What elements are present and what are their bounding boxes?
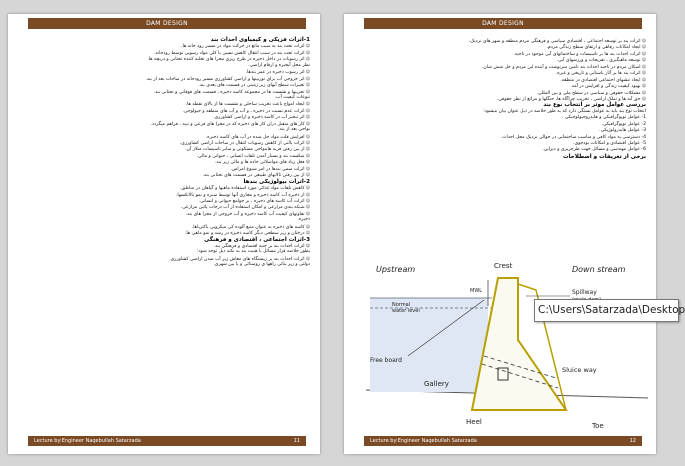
path-tooltip: C:\Users\Satarzada\Desktop (534, 299, 679, 322)
text-line: ☺ اثرات بند ها بر آثار باستانی و تاریخی و غیره. (358, 70, 646, 76)
text-line: ☺ کار های متقبل دران کار های ذخیره که در مجرا های فرعی و تبیه ، فراهم میگردد. (22, 121, 310, 127)
dam-cross-section-figure (366, 260, 648, 438)
text-line: 5- عوامل اقتصادی و امکانات بودجوی. (573, 141, 646, 146)
text-line: ☺ اثرات احداث بند بر زیستگاه های معاش زیر آب شدن اراضی کشاورزی. (22, 256, 310, 262)
text-line: ☺ از بین رفتن قریه هاینواحی مسکونی و سایر تاسیسات متلاز آن. (22, 146, 310, 152)
text-line: ☺ حق آبه ها و تملک اراضی ، تخریب چراگاه ها، جنگلها و مراتع از نظر حقوقی. (358, 96, 646, 102)
text-line: ذخیره. (297, 217, 310, 223)
text-line: تنوعات کیفیت آب. (274, 94, 310, 100)
text-line: ☺ شبکه بندی مزارعی و امکان استفاده از آب درجات پائین مزارعی. (22, 204, 310, 210)
text-line: ☺ اثر تبخیر آب در کاسه ذخیره و اراضی کشاورزی. (22, 114, 310, 120)
text-line: ☺ اثرات آب کاسه های ذخیره ، بر جوامع حیوانی و انسانی. (22, 198, 310, 204)
text-line: ☺ اثر رسوبات در داخل ذخیره در طرح ریزی مجرا های تخلیه کننده تحتانی و دریچه ها. (22, 56, 310, 62)
text-line: ☺ کاهش تلفات مواد غذائی مورد استفاده ماهیها و گیاهان در مناطق. (22, 185, 310, 191)
text-line: ☺ توسعه ماهیگیری ، تفریحات و ورزشهای آبی. (358, 57, 646, 63)
freeboard-label: Free board (370, 357, 402, 364)
text-line: دولتی و زیر بنائی راهها ی روستائی و یا بین شهری. (213, 262, 310, 268)
crest-label: Crest (494, 262, 513, 270)
text-line: ☺ اثرات احداث بند ها بر تاسیسات و ساختمانهای آبی موجود در ناحیه. (358, 51, 646, 57)
text-line: 3- عوامل هایدرولوژیکی. (599, 128, 646, 134)
text-line: 6- عوامل مهندسی و مسائل جهت طرحریزی و دیزاین. (542, 147, 646, 153)
text-line: 4- دسترسی به مواد کافی و مناسب ساختمانی در حوالی نزدیک محل احداث . (499, 134, 646, 140)
text-line: ☺ ایجاد امواج باعث تخریب ساحلی و نشست ها از بالای نقطه ها. (22, 101, 310, 107)
water-level-label: water level (392, 308, 420, 314)
text-line: ☺ ایجاد امکانات رفاهی و ارتقای سطح زندگی مردم. (358, 44, 646, 50)
document-page-right (344, 14, 656, 454)
text-line: ☺ ایجاد تنشهای اجتماعی اقتصادی در منطقه. (358, 77, 646, 83)
heel-label: Heel (466, 418, 482, 426)
section-heading: 2-اثرات بیولوژیکی بندها (243, 178, 310, 185)
page-header: DAM DESIGN (364, 18, 642, 29)
text-line: ☺ اثرات بالنی از کاهش رسوبات انتقال در ساحات اراضی کشاورزی. (22, 140, 310, 146)
page-footer (364, 436, 642, 446)
page-header: DAM DESIGN (28, 18, 306, 29)
text-line: 2- عوامل توپوگرافیکی. (601, 121, 646, 127)
upstream-label: Upstream (376, 265, 416, 274)
text-line: ☺ افزایش قلت مواد حل شده در آب های کاسه ذخیره. (22, 134, 310, 140)
text-line: ☺ اثرات تحت بند در سبب انتقال کاهش نسبی یا کلی مواد رسوبی توسط رودخانه. (22, 50, 310, 56)
text-line: ☺ تخریبها و نشست ها در مجموعه کاسه ذخیره ، قسمت های فوقانی و تحتانی بند. (22, 89, 310, 95)
sluice-label: Sluice way (562, 366, 597, 374)
text-line: ☺ از بین رفتن تالابهای طبیعی در قسمت های تحتانی بند. (22, 172, 310, 178)
page-text (22, 37, 310, 269)
document-page-left (8, 14, 320, 454)
text-line: ☺ تفاوتهای کیفیت آب کاسه ذخیره و آب خروجی از مجرا های بند. (22, 211, 310, 217)
text-line: ☺ اثرات تحت بند به سبب مانع در حرکت مواد در مسیر رود خانه ها. (22, 43, 310, 49)
page-text (358, 38, 646, 160)
text-line: ☺ از ذخیره آب کاسه ذخیره و مجاری آنها توسط سبزه و نمو بالاتکسها. (22, 192, 310, 198)
normal-label: Normal (392, 302, 411, 308)
text-line: بطور خلاصه قرار مسائل با هیبت بند به نکته ذیل توجه شود: (196, 249, 310, 255)
text-line: ☺ اثرات سمی بندها در امر شیوع امراض. (22, 166, 310, 172)
footer-author: Lecture by:Engineer Naqebullah Satarzada (370, 438, 477, 444)
text-line: ☺ شکست بند و بسیار آمدن تلفات انسانی ، حیوانی و مالی. (22, 153, 310, 159)
text-line: ☺ اثر رسوب ذخیره در عمر بندها. (22, 69, 310, 75)
section-heading: برخی از تعریفات و اصطلاحات (562, 153, 646, 160)
footer-author: Lecture by:Engineer Naqebullah Satarzada (34, 438, 141, 444)
section-heading: بررسی عوامل موثر بر انتخاب نوع بند (543, 102, 646, 109)
downstream-label: Down stream (572, 265, 626, 274)
spillway-label: Spillway (572, 289, 597, 296)
text-line: ☺ فعل زیاد های مواصلاتی جاده ها و مالی زیر بند. (22, 159, 310, 165)
reservoir-water (370, 298, 488, 392)
toe-label: Toe (592, 422, 604, 430)
page-number: 11 (293, 438, 300, 444)
text-line: ☺ مشکلات حقوقی و سیاسی در سطح ملی و بین المللی. (358, 90, 646, 96)
text-line: 1- عوامل توپوگرافیکی و هایدروجیولوجیکی . (561, 115, 646, 121)
page-number: 12 (629, 438, 636, 444)
mwl-label: MWL (470, 288, 483, 294)
section-heading: 1-اثرات فزیکی و کیمیاوی احداث بند (210, 37, 310, 43)
text-line: ☺ تغییرات سطح آبهای زیر زمینی در قسمت های بعدی بند. (22, 82, 310, 88)
text-line: ☺ بهبود کیفیت زندگی و افزایش در آمد. (358, 83, 646, 89)
text-line: نواحی بعد از بند. (278, 127, 310, 133)
section-heading: 3-اثرات اجتماعی ، اقتصادی و فرهنگی (204, 236, 310, 243)
text-line: ☺ اثرات احداث بند بر جنبه اقتصادی و فرهنگی بند. (22, 243, 310, 249)
text-line: ☺ درختان و زیر سطحی دیگر کاسه ذخیره در رشد و نمو ماهی ها. (22, 230, 310, 236)
text-line: ☺ اثرات عدم نسبت در ذخیره ، و آب و آب های منطقه و جیولوجی. (22, 108, 310, 114)
text-line: نظر محل آبخیزه و ارقام اراضی. (248, 62, 310, 68)
text-line: ☺ اثر خروجی آب برای توربینها و اراضی کشاورزی مسیر رودخانه در ساحات بعد از بند. (22, 76, 310, 82)
page-footer (28, 436, 306, 446)
text-line: ☺ اسکان مردم در ناحیه احداث بند تامین سرنوشت و آینده این مردم و حل شش شان. (358, 64, 646, 70)
text-line: ☺ کاسه های ذخیره به عنوان منبع آلوده کی میکروبی باکتریاها. (22, 224, 310, 230)
text-line: انتخاب نوع بند باید به عوامل بستگی دارد که به طور خلاصه در ذیل عنوان بیان میشود: (483, 108, 646, 114)
text-line: ☺ اثرات بند بر توسعه اجتماعی ، اقتصادی سیاسی و فرهنگی مردم منطقه و شهر های نزدیک. (358, 38, 646, 44)
gallery-label: Gallery (424, 380, 449, 388)
